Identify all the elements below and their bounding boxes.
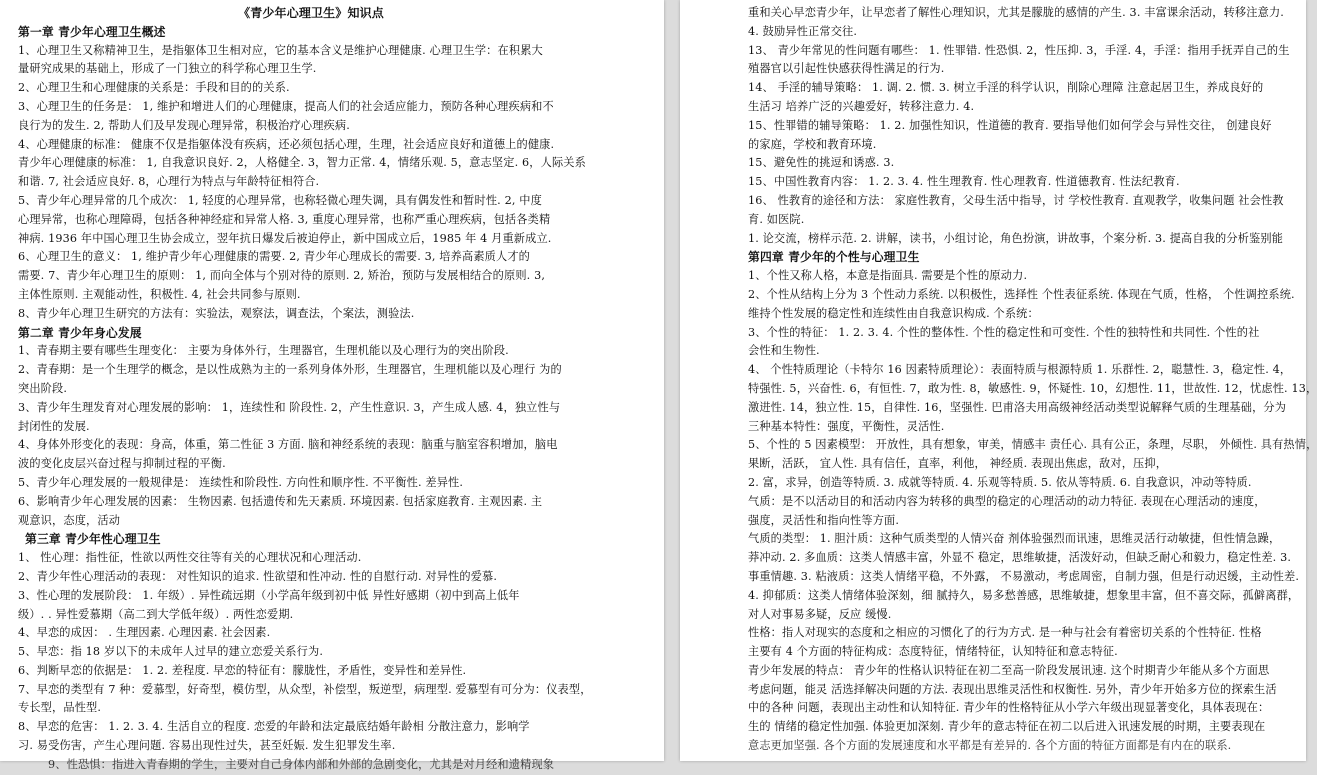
text-line: 需要. 7、青少年心理卫生的原则： 1, 而向全体与个别对待的原则. 2, 矫治，预防与发展相结合的原则. 3,: [18, 269, 546, 283]
text-line: 3、心理卫生的任务是： 1, 维护和增进人们的心理健康，提高人们的社会适应能力，预防各种心理疾病和不: [18, 99, 554, 113]
text-line: 9、性恐惧：指进入青春期的学生，主要对自己身体内部和外部的急剧变化，尤其是对月经和遗精现象: [48, 757, 555, 771]
text-line: 5、早恋：指 18 岁以下的未成年人过早的建立恋爱关系行为.: [18, 645, 324, 659]
text-line: 的家庭，学校和教育环境.: [748, 137, 877, 151]
text-line: 1、 性心理：指性征，性欲以两性交往等有关的心理状况和心理活动.: [18, 551, 362, 565]
text-line: 考虑问题，能灵 活选择解决问题的方法. 表现出思维灵活性和权衡性. 另外，青少年开始多方位的探索生活: [748, 682, 1277, 696]
text-line: 维持个性发展的稳定性和连续性由自我意识构成. 个系统：: [748, 306, 1039, 320]
text-line: 3、个性的特征： 1. 2. 3. 4. 个性的整体性. 个性的稳定性和可变性. 个性的独特性和共同性. 个性的社: [748, 325, 1260, 339]
text-line: 15、性罪错的辅导策略： 1. 2. 加强性知识，性道德的教育. 要指导他们如何学会与异性交往， 创建良好: [748, 118, 1272, 132]
text-line: 14、 手淫的辅导策略： 1. 调. 2. 惯. 3. 树立手淫的科学认识，削除心理障 注意起居卫生，养成良好的: [748, 81, 1264, 95]
text-line: 事重情趣. 3. 粘液质：这类人情绪平稳，不外露， 不易激动，考虑周密，自制力强，但是行动迟缓，主动性差.: [748, 569, 1300, 583]
text-line: 封闭性的发展.: [18, 419, 90, 433]
text-line: 4. 抑郁质：这类人情绪体验深刻，细 腻持久，易多愁善感，思维敏捷，想象里丰富，但不喜交际，孤僻离群，: [748, 588, 1300, 602]
text-line: 青少年心理健康的标准： 1, 自我意识良好. 2，人格健全. 3，智力正常. 4，情绪乐观. 5，意志坚定. 6，人际关系: [18, 156, 586, 170]
text-line: 良行为的发生. 2, 帮助人们及早发现心理异常，积极治疗心理疾病.: [18, 118, 350, 132]
text-line: 殖器官以引起性快感获得性满足的行为.: [748, 62, 945, 76]
text-line: 中的各种 问题，表现出主动性和认知特征. 青少年的性格特征从小学六年级出现显著变化，具体表现在：: [748, 701, 1270, 715]
text-line: 观意识，态度，活动: [18, 513, 121, 527]
text-line: 7、早恋的类型有 7 种：爱慕型，好奇型，模仿型，从众型，补偿型，叛逆型，病理型. 爱慕型有可分为：仪表型，: [18, 682, 592, 696]
chapter-heading: 第四章 青少年的个性与心理卫生: [748, 250, 920, 265]
text-line: 生活习 培养广泛的兴趣爱好，转移注意力. 4.: [748, 99, 975, 113]
text-line: 1. 论交流，榜样示范. 2. 讲解，读书，小组讨论，角色扮演，讲故事，个案分析. 3. 提高自我的分析鉴别能: [748, 231, 1284, 245]
text-line: 4、早恋的成因： . 生理因素. 心理因素. 社会因素.: [18, 626, 271, 640]
text-line: 专长型，品性型.: [18, 701, 102, 715]
text-line: 2、个性从结构上分为 3 个性动力系统. 以积极性，选择性 个性表征系统. 体现在气质，性格， 个性调控系统.: [748, 287, 1295, 301]
text-line: 2、青春期：是一个生理学的概念，是以性成熟为主的一系列身体外形，生理器官，生理机能以及心理行 为的: [18, 363, 562, 377]
text-line: 4、心理健康的标准： 健康不仅是指躯体没有疾病，还必须包括心理，生理，社会适应良好和道德上的健康.: [18, 137, 555, 151]
text-line: 主要有 4 个方面的特征构成：态度特征，情绪特征，认知特征和意志特征.: [748, 645, 1118, 659]
text-line: 6、判断早恋的依据是： 1. 2. 差程度. 早恋的特征有：朦胧性，矛盾性，变异性和差异性.: [18, 663, 467, 677]
text-line: 波的变化皮层兴奋过程与抑制过程的平衡.: [18, 457, 226, 471]
text-line: 意志更加坚强. 各个方面的发展速度和水平都是有差异的. 各个方面的特征方面都是有内在的联系.: [748, 739, 1232, 753]
text-line: 生的 情绪的稳定性加强. 体验更加深刻. 青少年的意志特征在初二以后进入讯速发展的时期，主要表现在: [748, 720, 1266, 734]
text-line: 3、性心理的发展阶段： 1. 年级）. 异性疏远期（小学高年级到初中低 异性好感期（初中到高上低年: [18, 588, 520, 602]
text-line: 激进性. 14，独立性. 15，自律性. 16，坚强性. 巴甫洛夫用高级神经活动类型说解释气质的生理基础，分为: [748, 400, 1287, 414]
text-line: 和谐. 7, 社会适应良好. 8，心理行为特点与年龄特征相符合.: [18, 175, 320, 189]
text-line: 1、个性又称人格，本意是指面具. 需要是个性的原动力.: [748, 269, 1028, 283]
text-line: 4、 个性特质理论（卡特尔 16 因素特质理论）：表面特质与根源特质 1. 乐群性. 2，聪慧性. 3，稳定性. 4，: [748, 363, 1292, 377]
text-line: 2、心理卫生和心理健康的关系是：手段和目的的关系.: [18, 81, 290, 95]
text-line: 级）. . 异性爱慕期（高二到大学低年级）. 两性恋爱期.: [18, 607, 294, 621]
text-line: 育. 如医院.: [748, 212, 805, 226]
text-line: 量研究成果的基础上，形成了一门独立的科学称心理卫生学.: [18, 62, 317, 76]
text-line: 15、中国性教育内容： 1. 2. 3. 4. 性生理教育. 性心理教育. 性道德教育. 性法纪教育.: [748, 175, 1180, 189]
text-line: 4、身体外形变化的表现：身高，体重，第二性征 3 方面. 脑和神经系统的表现：脑重与脑室容积增加，脑电: [18, 438, 558, 452]
text-line: 三种基本特性：强度，平衡性，灵活性.: [748, 419, 945, 433]
text-line: 8、青少年心理卫生研究的方法有：实验法，观察法，调查法，个案法，测验法.: [18, 306, 415, 320]
text-line: 4. 鼓励异性正常交往.: [748, 24, 858, 38]
text-line: 特强性. 5，兴奋性. 6，有恒性. 7，敢为性. 8，敏感性. 9，怀疑性. 10，幻想性. 11，世故性. 12，忧虑性. 13，: [748, 381, 1317, 395]
chapter-heading: 第三章 青少年性心理卫生: [25, 532, 161, 547]
text-line: 6、影响青少年心理发展的因素： 生物因素. 包括遗传和先天素质. 环境因素. 包括家庭教育. 主观因素. 主: [18, 494, 543, 508]
text-line: 气质：是不以活动目的和活动内容为转移的典型的稳定的心理活动的动力特征. 表现在心理活动的速度，: [748, 494, 1266, 508]
text-line: 习. 易受伤害，产生心理问题. 容易出现性过失，甚至妊娠. 发生犯罪发生率.: [18, 739, 396, 753]
text-line: 5、个性的 5 因素模型： 开放性，具有想象，审美，情感丰 责任心. 具有公正，条理，尽职， 外倾性. 具有热情，: [748, 438, 1317, 452]
text-line: 5、青少年心理异常的几个成次： 1, 轻度的心理异常，也称轻微心理失调，具有偶发性和暂时性. 2, 中度: [18, 193, 542, 207]
text-line: 突出阶段.: [18, 381, 68, 395]
text-line: 5、青少年心理发展的一般规律是： 连续性和阶段性. 方向性和顺序性. 不平衡性. 差异性.: [18, 475, 464, 489]
chapter-heading: 第二章 青少年身心发展: [18, 325, 142, 340]
page-right-text: [680, 0, 1317, 756]
text-line: 8、早恋的危害： 1. 2. 3. 4. 生活自立的程度. 恋爱的年龄和法定最底结婚年龄相 分散注意力，影响学: [18, 720, 530, 734]
text-line: 重和关心早恋青少年，让早恋者了解性心理知识，尤其是朦胧的感情的产生. 3. 丰富课余活动，转移注意力.: [748, 6, 1284, 19]
text-line: 3、青少年生理发育对心理发展的影响： 1，连续性和 阶段性. 2，产生性意识. 3，产生成人感. 4，独立性与: [18, 400, 561, 414]
text-line: 6、心理卫生的意义： 1, 维护青少年心理健康的需要. 2, 青少年心理成长的需要. 3, 培养高素质人才的: [18, 250, 531, 264]
text-line: 会性和生物性.: [748, 344, 820, 358]
text-line: 主体性原则. 主观能动性，积极性. 4, 社会共同参与原则.: [18, 287, 301, 301]
text-line: 对人对事易多疑，反应 缓慢.: [748, 607, 892, 621]
text-line: 果断，活跃， 宜人性. 具有信任，直率，利他， 神经质. 表现出焦虑，敌对，压抑，: [748, 457, 1168, 471]
document-title: 《青少年心理卫生》知识点: [238, 6, 384, 20]
text-line: 2. 富，求异，创造等特质. 3. 成就等特质. 4. 乐观等特质. 5. 依从等特质. 6. 自我意识，冲动等特质.: [748, 475, 1252, 489]
text-line: 青少年发展的特点： 青少年的性格认识特征在初二至高一阶段发展讯速. 这个时期青少年能从多个方面思: [748, 663, 1270, 677]
text-line: 莽冲动. 2. 多血质：这类人情感丰富，外显不 稳定，思维敏捷，活泼好动，但缺乏耐心和毅力，稳定性差. 3.: [748, 551, 1292, 565]
text-line: 15、避免性的挑逗和诱惑. 3.: [748, 156, 895, 170]
text-line: 神病. 1936 年中国心理卫生协会成立，翌年抗日爆发后被迫停止，新中国成立后，1985 年 4 月重新成立.: [18, 231, 552, 245]
text-line: 13、 青少年常见的性问题有哪些： 1. 性罪错. 性恐惧. 2，性压抑. 3，手淫. 4，手淫：指用手抚弄自己的生: [748, 43, 1290, 57]
text-line: 1、青春期主要有哪些生理变化： 主要为身体外行，生理器官，生理机能以及心理行为的突出阶段.: [18, 344, 509, 358]
text-line: 性格：指人对现实的态度和之相应的习惯化了的行为方式. 是一种与社会有着密切关系的个性特征. 性格: [748, 626, 1262, 640]
chapter-heading: 第一章 青少年心理卫生概述: [18, 24, 166, 39]
text-line: 16、 性教育的途径和方法： 家庭性教育，父母生活中指导，讨 学校性教育. 直观教学，收集问题 社会性教: [748, 193, 1284, 207]
text-line: 强度，灵活性和指向性等方面.: [748, 513, 900, 527]
document-page-right: [680, 0, 1317, 761]
text-line: 气质的类型： 1. 胆汁质：这种气质类型的人情兴奋 剂体验强烈而讯速，思维灵活行动敏捷，但性情急躁，: [748, 532, 1281, 546]
text-line: 心理异常，也称心理障碍，包括各种神经症和异常人格. 3, 重度心理异常，也称严重心理疾病，包括各类精: [18, 212, 551, 226]
text-line: 1、心理卫生又称精神卫生，是指躯体卫生相对应，它的基本含义是维护心理健康. 心理卫生学：在积累大: [18, 43, 543, 57]
text-line: 2、青少年性心理活动的表现： 对性知识的追求. 性欲望和性冲动. 性的自慰行动. 对异性的爱慕.: [18, 569, 498, 583]
